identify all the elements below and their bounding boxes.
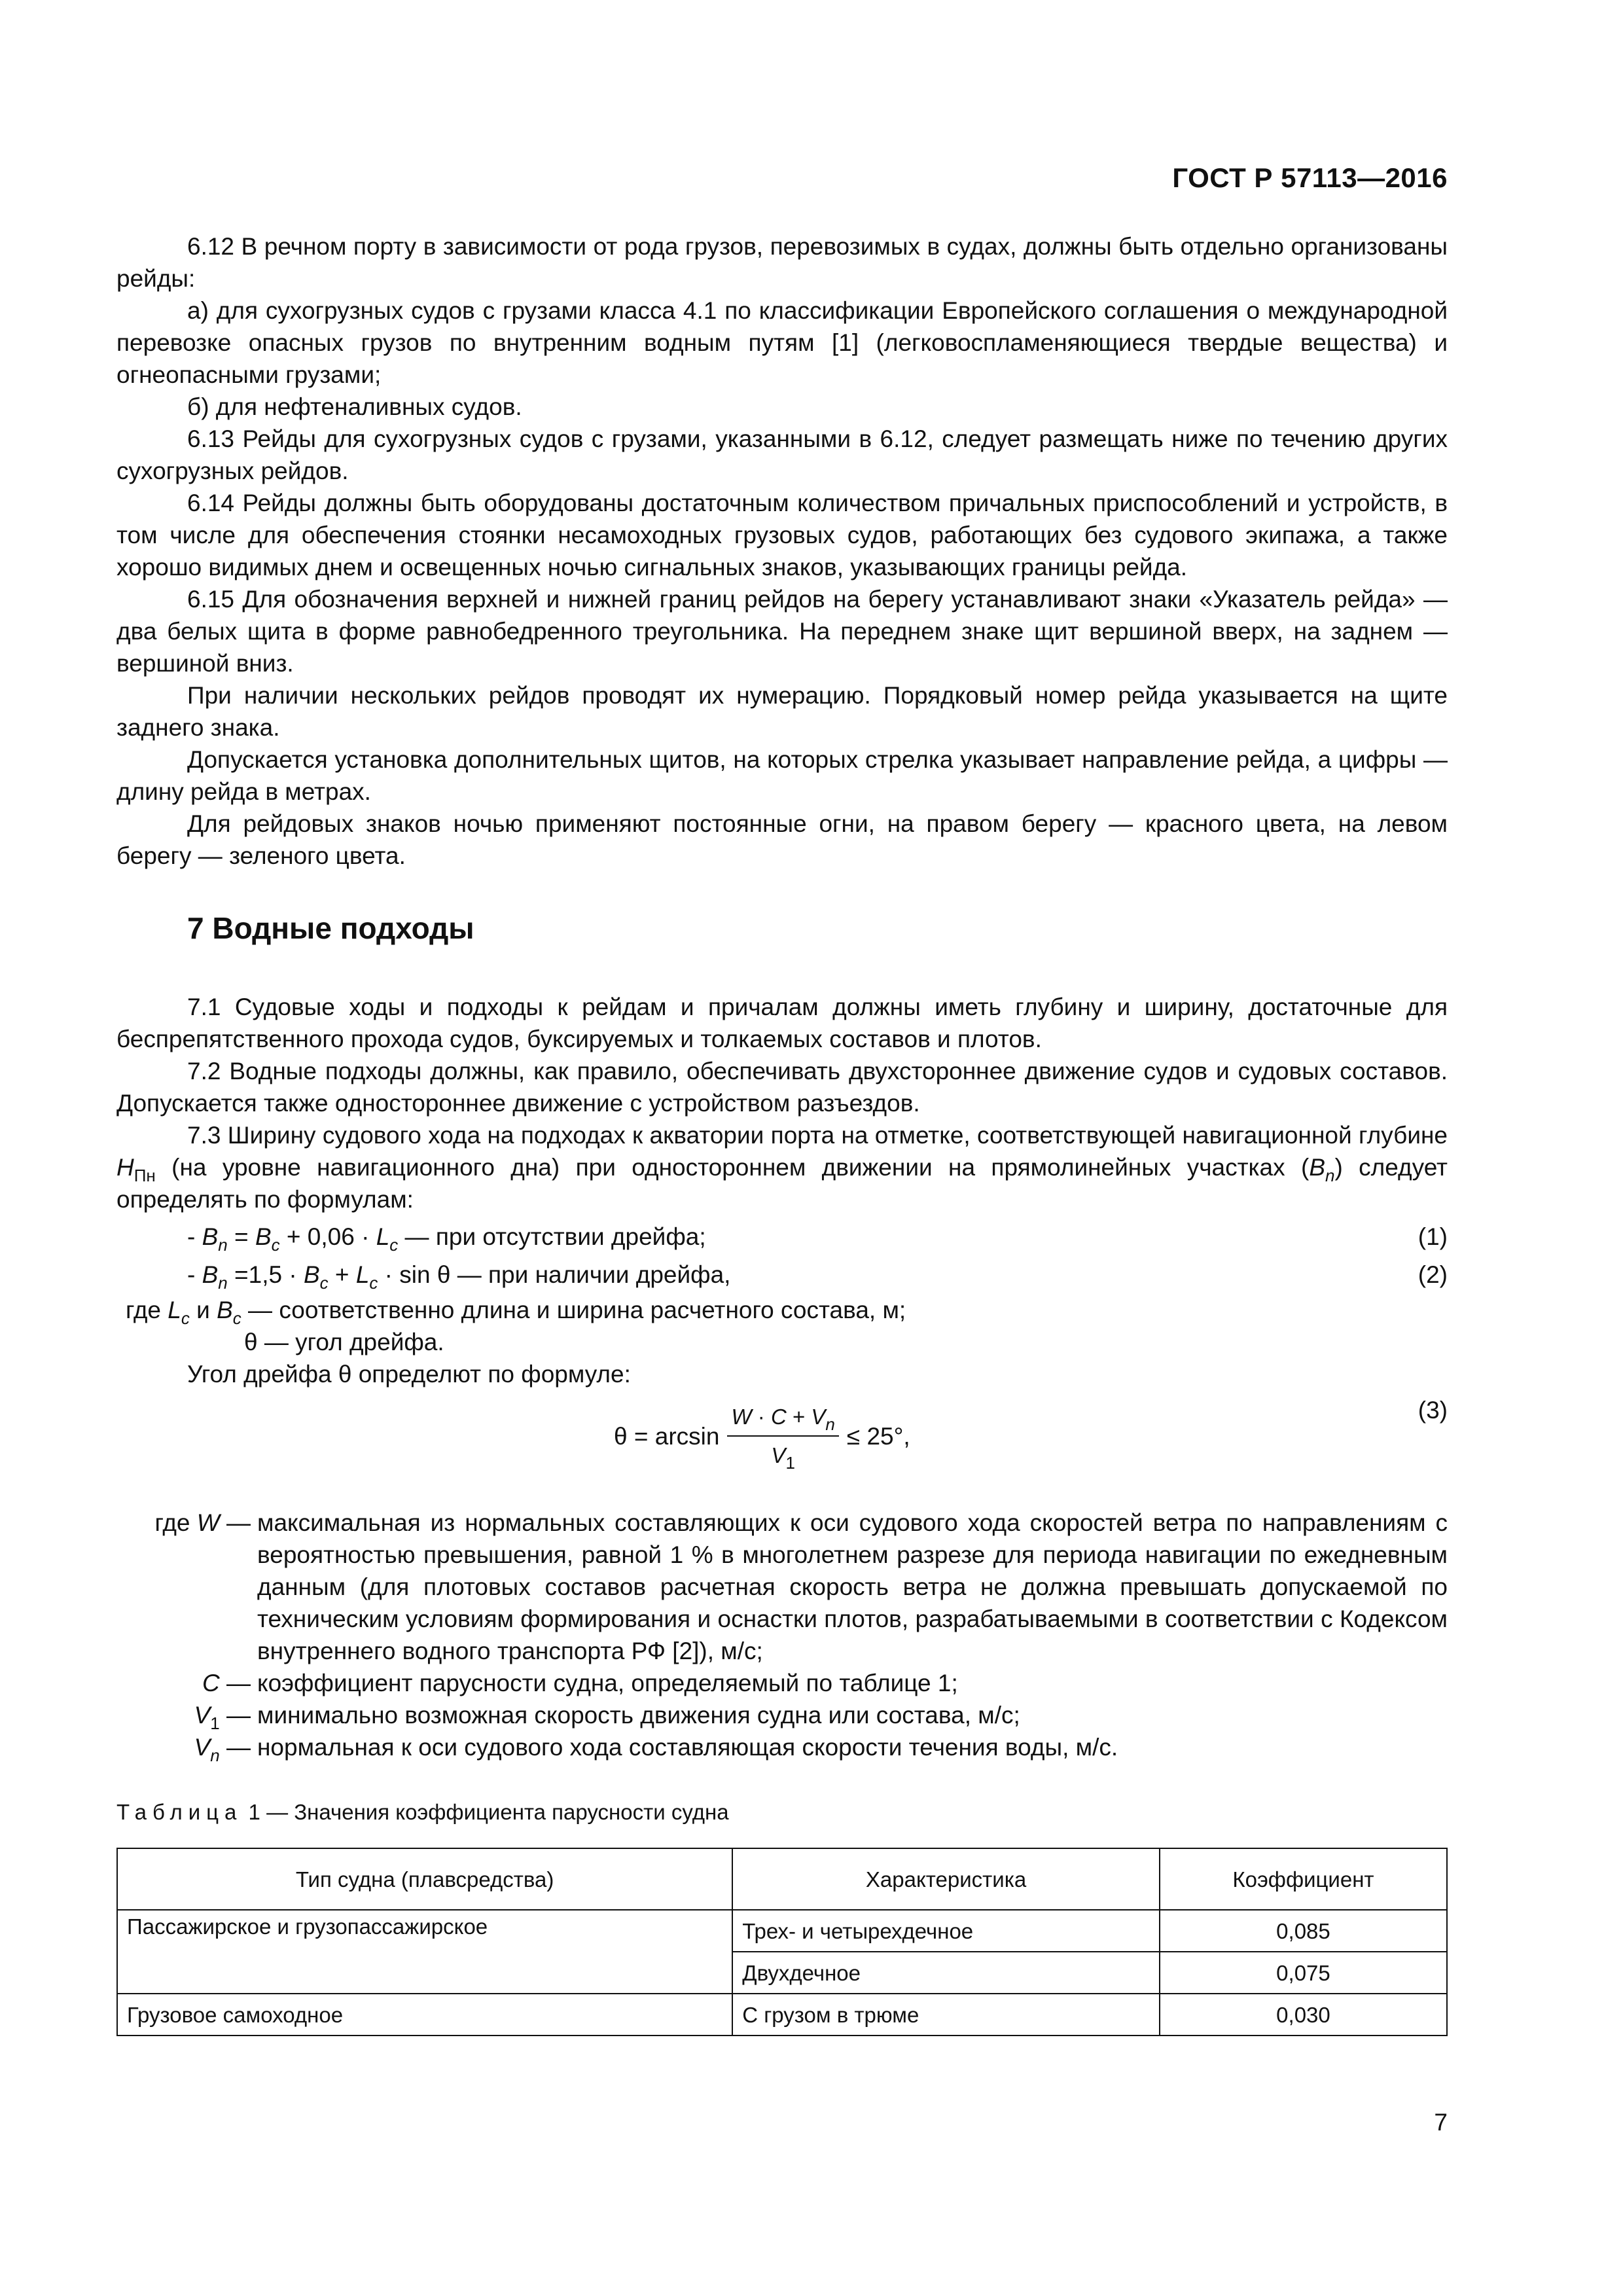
formula-3-number: (3) <box>1418 1397 1448 1424</box>
paragraph-6-15-night-lights: Для рейдовых знаков ночью применяют постоянные огни, на правом берегу — красного цвета, на левом берегу — зеленого цвета. <box>116 810 1448 869</box>
table-cell-coefficient: 0,085 <box>1160 1910 1447 1952</box>
definition-v1: $V_1$ — минимально возможная скорость движения судна или состава, м/с; <box>194 1702 1020 1733</box>
table-header-cell: Коэффициент <box>1160 1848 1447 1910</box>
table-row <box>117 1994 1447 2036</box>
table-header-cell: Тип судна (плавсредства) <box>117 1848 732 1910</box>
table-cell-type: Грузовое самоходное <box>117 1994 732 2036</box>
table-header-row <box>117 1848 1447 1910</box>
table-header-cell: Характеристика <box>732 1848 1160 1910</box>
paragraph-7-2: 7.2 Водные подходы должны, как правило, обеспечивать двухстороннее движение судов и судовых составов. Допускается также одностороннее движение с устройством разъездов. <box>116 1058 1448 1117</box>
page-number: 7 <box>1434 2109 1448 2136</box>
paragraph-6-12: 6.12 В речном порту в зависимости от рода грузов, перевозимых в судах, должны быть отдельно организованы рейды: <box>116 233 1448 292</box>
table-1-caption: Таблица 1 — Значения коэффициента парусности судна <box>116 1800 729 1824</box>
paragraph-6-12-b: б) для нефтеналивных судов. <box>187 393 522 420</box>
document-code-header: ГОСТ Р 57113—2016 <box>1172 162 1448 193</box>
definition-w: где W — максимальная из нормальных составляющих к оси судового хода скоростей ветра по направлениям с вероятностью превышения, равной 1 % в многолетнем разрезе для периода навигации по ежедневным данным (для плотовых составов расчетная скорость ветра не должна превышать допускаемой по техническим условиям формирования и оснастки плотов, разрабатываемыми в соответствии с Кодексом внутреннего водного транспорта РФ [2]), м/с; <box>154 1509 1448 1664</box>
paragraph-6-12-a: а) для сухогрузных судов с грузами класса 4.1 по классификации Европейского соглашения о международной перевозке опасных грузов по внутренним водным путям [1] (легковоспламеняющиеся твердые вещества) и огнеопасными грузами; <box>116 297 1448 388</box>
paragraph-6-13: 6.13 Рейды для сухогрузных судов с грузами, указанными в 6.12, следует размещать ниже по течению других сухогрузных рейдов. <box>116 425 1448 484</box>
where-theta: θ — угол дрейфа. <box>244 1329 444 1355</box>
paragraph-6-15-extra-boards: Допускается установка дополнительных щитов, на которых стрелка указывает направление рейда, а цифры — длину рейда в метрах. <box>116 746 1448 805</box>
where-lc-bc: где $L_c$ и $B_c$ — соответственно длина и ширина расчетного состава, м; <box>126 1297 906 1328</box>
paragraph-7-3: 7.3 Ширину судового хода на подходах к акватории порта на отметке, соответствующей навигационной глубине $H_{Пн}$ (на уровне навигационного дна) при одностороннем движении на прямолинейных участках $(B_n)$ следует определять по формулам: <box>116 1122 1448 1213</box>
paragraph-6-15: 6.15 Для обозначения верхней и нижней границ рейдов на берегу устанавливают знаки «Указатель рейда» — два белых щита в форме равнобедренного треугольника. На переднем знаке щит вершиной вверх, на заднем — вершиной вниз. <box>116 586 1448 677</box>
formula-2 <box>116 1256 1448 1294</box>
fraction-numerator: $W \cdot C + V_n$ <box>727 1401 838 1437</box>
formula-3-fraction <box>727 1401 838 1471</box>
formula-1-number: (1) <box>1418 1223 1448 1250</box>
main-text <box>116 230 1448 2036</box>
table-cell-coefficient: 0,075 <box>1160 1952 1447 1994</box>
paragraph-7-1: 7.1 Судовые ходы и подходы к рейдам и причалам должны иметь глубину и ширину, достаточные для беспрепятственного прохода судов, буксируемых и толкаемых составов и плотов. <box>116 994 1448 1052</box>
table-1 <box>116 1848 1448 2036</box>
formula-3-expression: θ = arcsin $\frac{W \cdot C + V_n}{V_1}$ ≤ 25°, <box>614 1401 910 1471</box>
formula-2-expression: - $B_n =1,5 \cdot B_c + L_c \cdot \sin \theta$ — при наличии дрейфа, <box>187 1261 731 1293</box>
formula-3 <box>116 1394 1448 1478</box>
table-row <box>117 1910 1447 1952</box>
fraction-denominator: $V_1$ <box>771 1443 795 1473</box>
formula-1 <box>116 1218 1448 1256</box>
angle-formula-intro: Угол дрейфа θ определют по формуле: <box>187 1361 631 1388</box>
variable-definitions <box>116 1507 1448 1763</box>
formula-1-expression: - $B_n = B_c + 0,06 \cdot L_c$ — при отсутствии дрейфа; <box>187 1223 706 1255</box>
formula-2-number: (2) <box>1418 1261 1448 1288</box>
table-cell-characteristic: С грузом в трюме <box>732 1994 1160 2036</box>
definition-c: C — коэффициент парусности судна, определяемый по таблице 1; <box>202 1670 958 1696</box>
section-7-heading: 7 Водные подходы <box>187 911 474 945</box>
definition-vn: $V_n$ — нормальная к оси судового хода составляющая скорости течения воды, м/с. <box>194 1734 1118 1765</box>
table-cell-type: Пассажирское и грузопассажирское <box>117 1910 732 1994</box>
paragraph-6-15-numbering: При наличии нескольких рейдов проводят их нумерацию. Порядковый номер рейда указывается на щите заднего знака. <box>116 682 1448 741</box>
table-cell-characteristic: Трех- и четырехдечное <box>732 1910 1160 1952</box>
paragraph-6-14: 6.14 Рейды должны быть оборудованы достаточным количеством причальных приспособлений и устройств, в том числе для обеспечения стоянки несамоходных грузовых судов, работающих без судового экипажа, а также хорошо видимых днем и освещенных ночью сигнальных знаков, указывающих границы рейда. <box>116 490 1448 581</box>
table-cell-coefficient: 0,030 <box>1160 1994 1447 2036</box>
table-cell-characteristic: Двухдечное <box>732 1952 1160 1994</box>
